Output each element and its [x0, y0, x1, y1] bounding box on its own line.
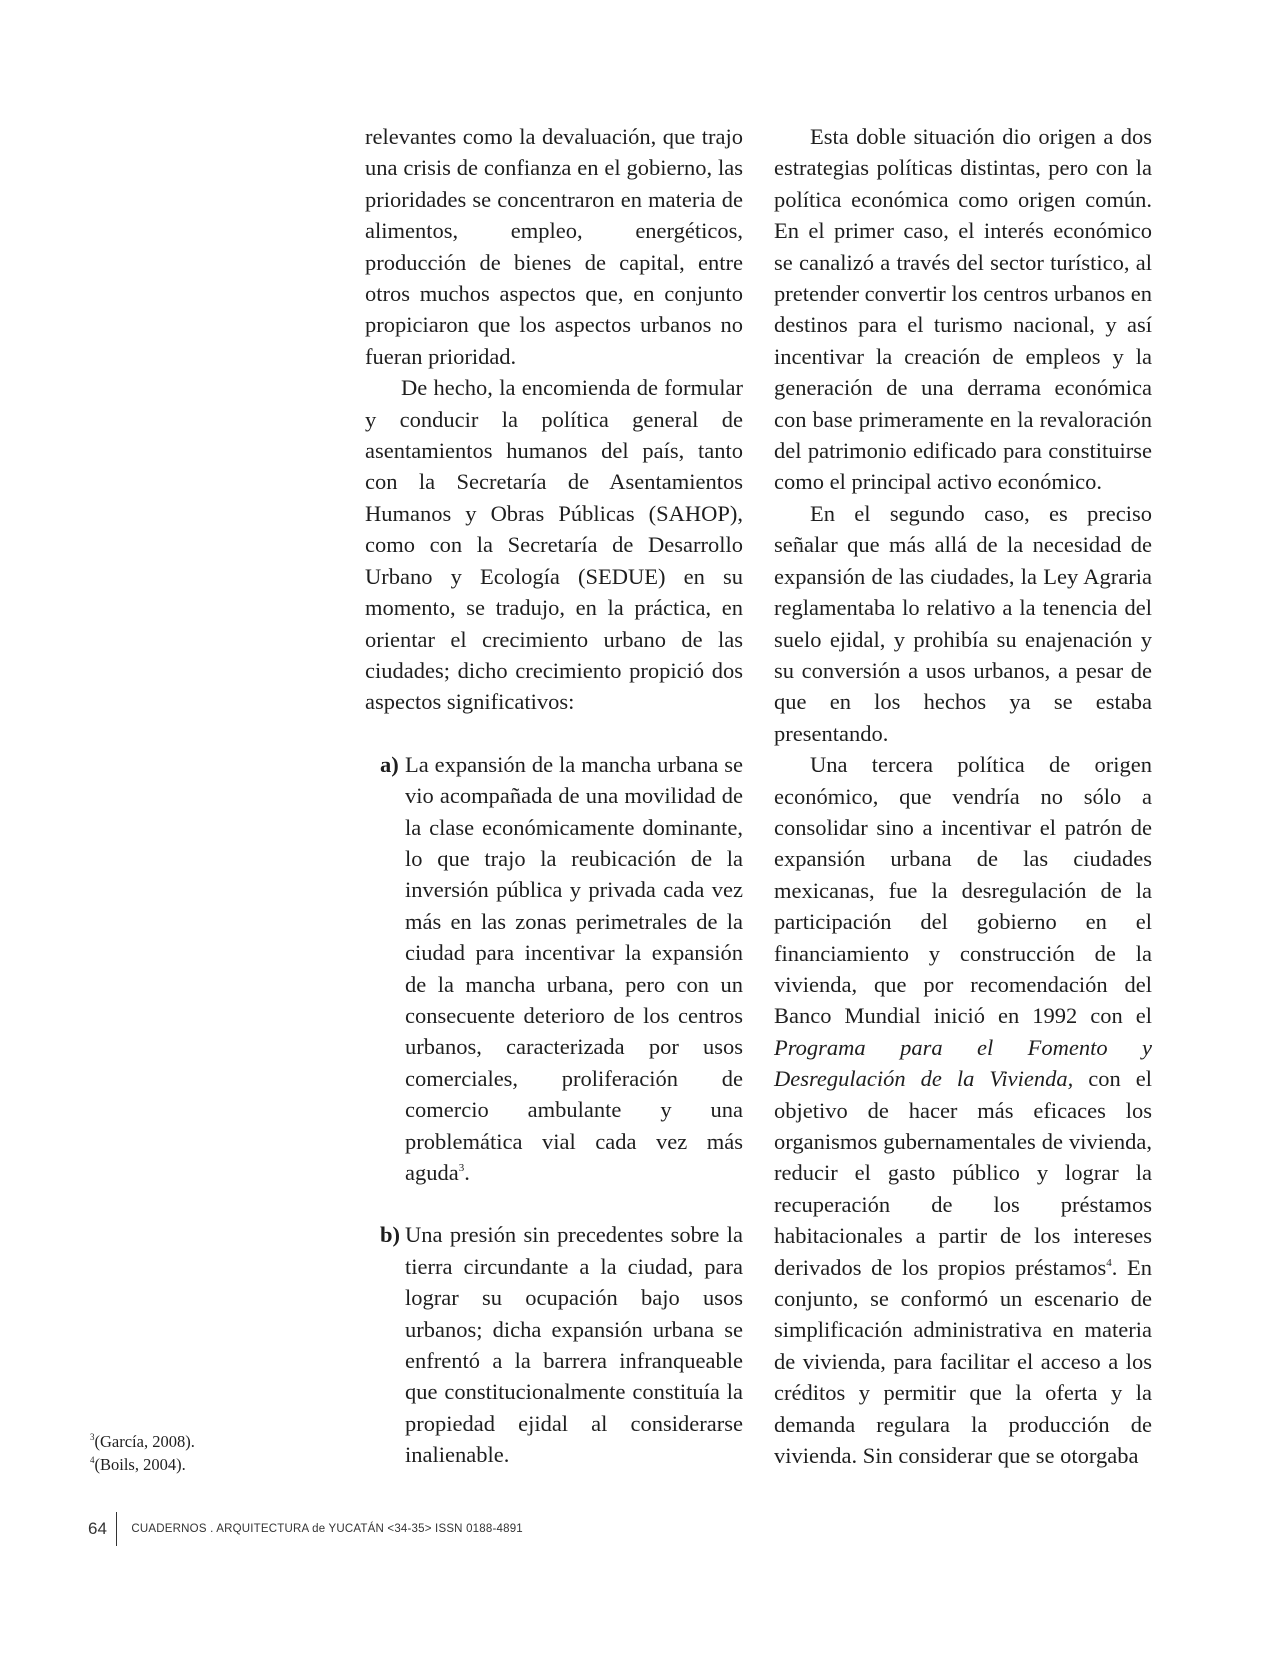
footnote-number: 4: [90, 1454, 95, 1465]
paragraph: En el segundo caso, es preciso señalar que más allá de la necesidad de expansión de las ciudades, la Ley Agraria reglamentaba lo relativo a la tenencia del suelo ejidal, y prohibía su enajenación y su conversión a usos urbanos, a pesar de que en los hechos ya se estaba presentando.: [774, 500, 1152, 746]
journal-title: CUADERNOS . ARQUITECTURA de YUCATÁN <34-35> ISSN 0188-4891: [131, 1523, 523, 1535]
paragraph-text: Una tercera política de origen económico, que vendría no sólo a consolidar sino a incentivar el patrón de expansión urbana de las ciudades mexicanas, fue la desregulación de la participación del gobierno en el financiamiento y construcción de la vivienda, que por recomendación del Banco Mundial inició en 1992 con el: [774, 752, 1152, 1029]
paragraph-text: con el objetivo de hacer más eficaces los organismos gubernamentales de vivienda, reducir el gasto público y lograr la recuperación de los préstamos habitacionales a partir de los intereses derivados de los propios préstamos: [774, 1066, 1152, 1280]
list-marker: b): [380, 1222, 401, 1248]
text-column-right: [774, 121, 1152, 1471]
list-item-b: [365, 1219, 743, 1470]
list-marker: a): [380, 751, 399, 777]
list-item-text: La expansión de la mancha urbana se vio acompañada de una movilidad de la clase económicamente dominante, lo que trajo la reubicación de la inversión pública y privada cada vez más en las zonas perimetrales de la ciudad para incentivar la expansión de la mancha urbana, pero con un consecuente deterioro de los centros urbanos, caracterizada por usos comerciales, proliferación de comercio ambulante y una problemática vial cada vez más aguda: [405, 751, 743, 1185]
footnote: [90, 1453, 195, 1476]
footnote-text: (García, 2008).: [94, 1432, 195, 1451]
footer-divider: [116, 1512, 118, 1546]
footnotes: [90, 1430, 195, 1476]
paragraph: Esta doble situación dio origen a dos estrategias políticas distintas, pero con la política económica como origen común. En el primer caso, el interés económico se canalizó a través del sector turístico, al pretender convertir los centros urbanos en destinos para el turismo nacional, y así incentivar la creación de empleos y la generación de una derrama económica con base primeramente en la revaloración del patrimonio edificado para constituirse como el principal activo económico.: [774, 124, 1152, 495]
list-item-text: Una presión sin precedentes sobre la tierra circundante a la ciudad, para lograr su ocupación bajo usos urbanos; dicha expansión urbana se enfrentó a la barrera infranqueable que constitucionalmente constituía la propiedad ejidal al considerarse inalienable.: [405, 1222, 743, 1468]
program-title: Programa para el Fomento y Desregulación de la Vivienda,: [774, 1034, 1152, 1092]
paragraph-text: . En conjunto, se conformó un escenario de simplificación administrativa en materia de vivienda, para facilitar el acceso a los créditos y permitir que la oferta y la demanda regulara la producción de vivienda. Sin considerar que se otorgaba: [774, 1254, 1153, 1469]
punctuation: .: [464, 1160, 470, 1185]
footnote-number: 3: [90, 1431, 95, 1442]
list-item-a: [365, 749, 743, 1189]
paragraph: [774, 749, 1152, 1471]
footnote-text: (Boils, 2004).: [94, 1455, 186, 1474]
paragraph: De hecho, la encomienda de formular y conducir la política general de asentamientos humanos del país, tanto con la Secretaría de Asentamientos Humanos y Obras Públicas (SAHOP), como con la Secretaría de Desarrollo Urbano y Ecología (SEDUE) en su momento, se tradujo, en la práctica, en orientar el crecimiento urbano de las ciudades; dicho crecimiento propició dos aspectos significativos:: [365, 375, 743, 715]
page-footer: [88, 1512, 523, 1546]
page-number: 64: [88, 1519, 107, 1538]
footnote-ref: 3: [458, 1162, 465, 1175]
enumerated-list: [365, 749, 743, 1471]
footnote-ref: 4: [1106, 1256, 1112, 1269]
footnote: [90, 1430, 195, 1453]
text-column-left: [365, 121, 743, 1471]
paragraph: relevantes como la devaluación, que trajo una crisis de confianza en el gobierno, las prioridades se concentraron en materia de alimentos, empleo, energéticos, producción de bienes de capital, entre otros muchos aspectos que, en conjunto propiciaron que los aspectos urbanos no fueran prioridad.: [365, 124, 743, 369]
